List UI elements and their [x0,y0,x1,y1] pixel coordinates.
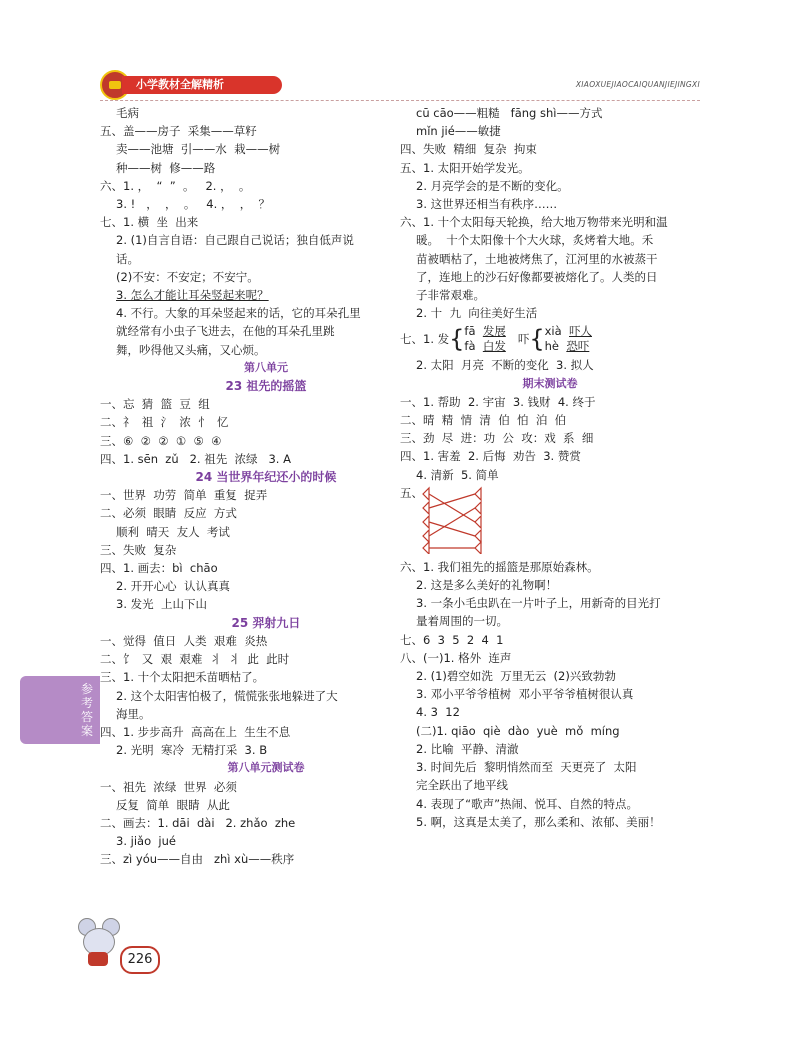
word: 吓人 [569,324,592,339]
mouse-mascot-icon [78,918,118,968]
text-line: 3. jiǎo jué [116,834,176,849]
page-number: 226 [120,946,160,974]
header-pinyin-title: XIAOXUEJIAOCAIQUANJIEJINGXI [575,80,700,89]
text-line: 三、zì yóu——自由 zhì xù——秩序 [100,852,295,867]
text-line: 2. 太阳 月亮 不断的变化 3. 拟人 [416,358,594,373]
text-line: 海里。 [116,706,151,721]
text-line: (二)1. qiāo qiè dào yuè mǒ míng [416,723,620,738]
text-line: 完全跃出了地平线 [416,778,508,793]
unit-title: 第八单元测试卷 [227,761,305,775]
text-line: 2. (1)自言自语：自己跟自己说话；独自低声说 [116,233,354,248]
text-line: 一、忘 猜 篮 豆 组 [100,397,210,412]
text-line: 四、1. 画去：bì chāo [100,561,218,576]
text-line: 毛病 [116,106,139,120]
text-line: 二、礻 祖 氵 浓 忄 忆 [100,415,229,430]
word: 恐吓 [566,339,590,354]
pinyin: xià [544,324,562,339]
triangle-left-1 [423,488,429,500]
pinyin-stack [545,324,592,354]
text-line: 3. 一条小毛虫趴在一片叶子上，用新奇的目光打 [416,596,661,611]
lesson-title: 24 当世界年纪还小的时候 [195,470,337,485]
triangle-left-2 [423,502,429,514]
triangle-right-2 [475,502,481,514]
match-line [429,494,475,508]
right-column [400,104,700,831]
text-line: 六、1. ， “ ” 。 2. ， 。 [100,178,251,193]
text-line: 2. 开开心心 认认真真 [116,579,230,594]
text-line: 二、画去：1. dāi dài 2. zhǎo zhe [100,815,296,830]
text-line: 种——树 修——路 [116,160,216,175]
text-line: 六、1. 我们祖先的摇篮是那原始森林。 [400,559,599,574]
text-line: 4. 不行。大象的耳朵竖起来的话，它的耳朵孔里 [116,306,361,321]
text-line: 4. 3 12 [416,705,460,720]
word: 发展 [482,324,506,339]
lesson-title: 23 祖先的摇篮 [225,379,307,394]
text-line: 5. 啊，这真是太美了，那么柔和、浓郁、美丽！ [416,814,661,829]
answer-key-side-tab [20,676,100,744]
pinyin-stack [464,324,505,354]
text-line: 4. 清新 5. 简单 [416,467,499,482]
text-line: cū cāo——粗糙 fāng shì——方式 [416,106,603,120]
text-line: 3. 时间先后 黎明悄然而至 天更亮了 太阳 [416,760,637,775]
text-line: 三、劲 尽 进：功 公 攻：戏 系 细 [400,431,594,446]
text-line: 子非常艰难。 [416,288,485,303]
pinyin: hè [544,339,559,354]
word: 白发 [482,339,506,354]
text-line: 3. 怎么才能让耳朵竖起来呢？ [116,288,269,303]
text-line: 3. 邓小平爷爷植树 邓小平爷爷植树很认真 [416,687,634,702]
text-line: 四、1. 步步高升 高高在上 生生不息 [100,724,291,739]
triangle-left-5 [423,542,429,554]
text-line: 一、1. 帮助 2. 宇宙 3. 钱财 4. 终于 [400,394,596,409]
triangle-right-1 [475,488,481,500]
header-divider [100,100,700,101]
text-line: 三、失败 复杂 [100,542,177,557]
text-line: 五、 [400,485,423,500]
text-line: 苗被晒枯了，土地被烤焦了，江河里的水被蒸干 [416,251,658,266]
text-line: 了，连地上的沙石好像都要被熔化了。人类的日 [416,269,658,284]
triangle-right-5 [475,542,481,554]
text-line: 反复 简单 眼睛 从此 [116,797,230,812]
match-line [429,494,475,522]
matching-row [400,484,700,558]
polyphone-row [400,322,700,356]
text-line: 2. 这是多么美好的礼物啊！ [416,578,558,593]
text-line: 2. 光明 寒冷 无精打采 3. B [116,743,268,758]
text-line: 量着周围的一切。 [416,614,508,629]
triangle-left-3 [423,516,429,528]
text-line: 七、1. 发 [400,332,450,347]
text-line: 就经常有小虫子飞进去，在他的耳朵孔里跳 [116,324,335,339]
text-line: 四、失败 精细 复杂 拘束 [400,142,537,157]
text-line: 三、⑥ ② ② ① ⑤ ④ [100,433,222,448]
text-line: 2. 月亮学会的是不断的变化。 [416,178,569,193]
text-line: 3. ! ， ， 。 4. ， ， ？ [116,197,271,212]
text-line: 一、祖先 浓绿 世界 必须 [100,779,237,794]
text-line: 话。 [116,251,139,266]
text-line: mǐn jié——敏捷 [416,124,501,139]
text-line: 卖——池塘 引——水 栽——树 [116,142,281,157]
triangle-right-4 [475,530,481,542]
pinyin: fà [464,339,476,354]
text-line: 七、6 3 5 2 4 1 [400,632,504,647]
unit-title: 期末测试卷 [522,376,578,390]
text-line: 顺利 晴天 友人 考试 [116,524,230,539]
header-banner: 小学教材全解精析 [122,76,282,94]
triangle-left-4 [423,530,429,542]
text-line: 3. 这世界还相当有秩序…… [416,197,558,212]
side-tab-label: 参考答案 [80,682,93,738]
text-line: 六、1. 十个太阳每天轮换，给大地万物带来光明和温 [400,215,668,230]
text-line: 八、(一)1. 格外 连声 [400,650,512,665]
text-line: 2. 十 九 向往美好生活 [416,306,538,321]
left-column [100,104,416,869]
text-line: 吓 [517,332,530,347]
triangle-right-3 [475,516,481,528]
text-line: 四、1. sēn zǔ 2. 祖先 浓绿 3. A [100,451,291,466]
text-line: 暖。 十个太阳像十个大火球，炙烤着大地。禾 [416,233,654,248]
brace-icon: { [449,325,465,354]
text-line: 舞，吵得他又头痛，又心烦。 [116,342,266,357]
text-line: 四、1. 害羞 2. 后悔 劝告 3. 赞赏 [400,449,581,464]
text-line: (2)不安：不安定；不安宁。 [116,269,259,284]
text-line: 二、晴 精 情 清 伯 怕 泊 伯 [400,413,567,428]
text-line: 二、饣 又 艰 艰难 丬 丬 此 此时 [100,652,290,667]
text-line: 三、1. 十个太阳把禾苗晒枯了。 [100,670,265,685]
text-line: 2. (1)碧空如洗 万里无云 (2)兴致勃勃 [416,669,616,684]
matching-diagram [419,484,489,554]
text-line: 五、盖——房子 采集——草籽 [100,124,257,139]
text-line: 2. 这个太阳害怕极了，慌慌张张地躲进了大 [116,688,338,703]
text-line: 一、觉得 值日 人类 艰难 炎热 [100,633,268,648]
text-line: 3. 发光 上山下山 [116,597,207,612]
text-line: 2. 比喻 平静、清澈 [416,741,519,756]
unit-title: 第八单元 [244,360,288,374]
text-line: 4. 表现了“歌声”热闹、悦耳、自然的特点。 [416,796,639,811]
match-line [429,522,475,536]
lesson-title: 25 羿射九日 [231,615,301,630]
text-line: 二、必须 眼睛 反应 方式 [100,506,237,521]
brace-icon: { [529,325,545,354]
text-line: 一、世界 功劳 简单 重复 捉弄 [100,488,268,503]
text-line: 七、1. 横 坐 出来 [100,215,199,230]
match-line [429,508,475,536]
pinyin: fā [464,324,476,339]
text-line: 五、1. 太阳开始学发光。 [400,160,530,175]
